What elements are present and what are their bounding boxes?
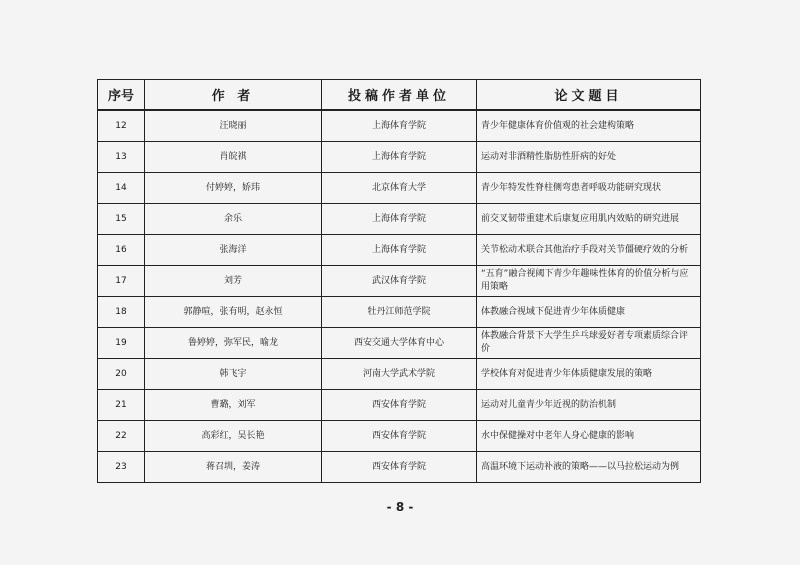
cell-author: 蒋召圳，姜涛 [145,452,322,483]
header-serial-number: 序号 [98,80,145,111]
cell-serial-number: 19 [98,328,145,359]
cell-author: 汪晓丽 [145,110,322,142]
cell-author-unit: 上海体育学院 [322,204,477,235]
cell-serial-number: 21 [98,390,145,421]
cell-author-unit: 河南大学武术学院 [322,359,477,390]
cell-serial-number: 16 [98,235,145,266]
cell-author-unit: 西安体育学院 [322,452,477,483]
header-author: 作 者 [145,80,322,111]
cell-paper-title: 水中保健操对中老年人身心健康的影响 [477,421,701,452]
cell-serial-number: 17 [98,266,145,297]
cell-paper-title: 学校体育对促进青少年体质健康发展的策略 [477,359,701,390]
header-paper-title: 论文题目 [477,80,701,111]
cell-author-unit: 上海体育学院 [322,142,477,173]
cell-paper-title: “五育”融合视阈下青少年趣味性体育的价值分析与应用策略 [477,266,701,297]
cell-paper-title: 青少年特发性脊柱侧弯患者呼吸功能研究现状 [477,173,701,204]
cell-author: 鲁婷婷，弥军民，喻龙 [145,328,322,359]
table-row [98,421,701,452]
table-row [98,266,701,297]
cell-paper-title: 前交叉韧带重建术后康复应用肌内效贴的研究进展 [477,204,701,235]
cell-paper-title: 高温环境下运动补液的策略——以马拉松运动为例 [477,452,701,483]
cell-author-unit: 上海体育学院 [322,235,477,266]
cell-author-unit: 西安交通大学体育中心 [322,328,477,359]
cell-author-unit: 上海体育学院 [322,110,477,142]
cell-serial-number: 13 [98,142,145,173]
table-row [98,452,701,483]
cell-serial-number: 12 [98,110,145,142]
cell-author: 韩飞宇 [145,359,322,390]
table-row [98,173,701,204]
cell-paper-title: 体教融合背景下大学生乒乓球爱好者专项素质综合评价 [477,328,701,359]
table-header-row [98,80,701,111]
cell-paper-title: 运动对非酒精性脂肪性肝病的好处 [477,142,701,173]
cell-author-unit: 西安体育学院 [322,390,477,421]
cell-serial-number: 18 [98,297,145,328]
cell-author-unit: 北京体育大学 [322,173,477,204]
cell-author-unit: 西安体育学院 [322,421,477,452]
table-row [98,110,701,142]
paper-list-table [97,79,701,483]
cell-paper-title: 运动对儿童青少年近视的防治机制 [477,390,701,421]
cell-author: 付婷婷，娇玮 [145,173,322,204]
cell-author: 高彩红，吴长艳 [145,421,322,452]
table-row [98,204,701,235]
cell-serial-number: 20 [98,359,145,390]
table-row [98,235,701,266]
cell-author-unit: 武汉体育学院 [322,266,477,297]
cell-paper-title: 体教融合视域下促进青少年体质健康 [477,297,701,328]
table-row [98,297,701,328]
cell-author: 肖皖祺 [145,142,322,173]
table-row [98,142,701,173]
cell-author: 刘芳 [145,266,322,297]
cell-author: 余乐 [145,204,322,235]
cell-serial-number: 14 [98,173,145,204]
table-row [98,390,701,421]
cell-author: 曹璐，刘军 [145,390,322,421]
cell-serial-number: 15 [98,204,145,235]
table-body [98,110,701,483]
table-row [98,328,701,359]
table-row [98,359,701,390]
cell-paper-title: 青少年健康体育价值观的社会建构策略 [477,110,701,142]
header-author-unit: 投稿作者单位 [322,80,477,111]
cell-serial-number: 23 [98,452,145,483]
cell-author: 郭静喧，张有明，赵永恒 [145,297,322,328]
cell-paper-title: 关节松动术联合其他治疗手段对关节僵硬疗效的分析 [477,235,701,266]
cell-serial-number: 22 [98,421,145,452]
page-number: - 8 - [386,500,414,514]
cell-author-unit: 牡丹江师范学院 [322,297,477,328]
cell-author: 张海洋 [145,235,322,266]
